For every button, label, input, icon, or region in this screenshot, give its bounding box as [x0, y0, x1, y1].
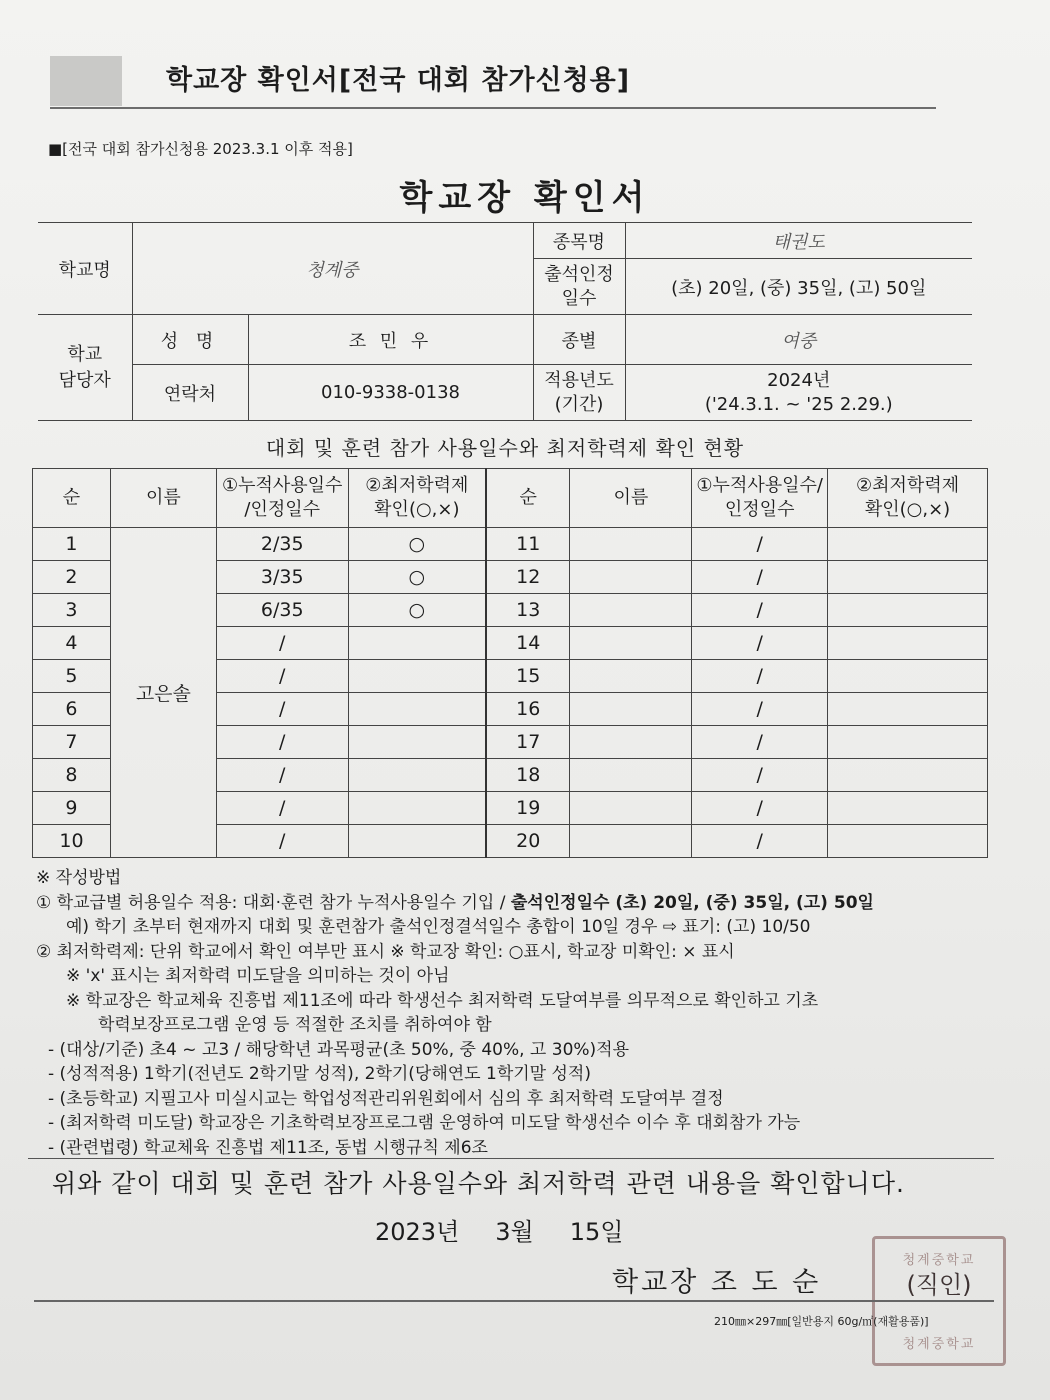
check-cell — [348, 660, 486, 693]
check-cell — [348, 627, 486, 660]
school-name-value: 청계중 — [132, 223, 533, 315]
row-number: 18 — [486, 759, 570, 792]
instruction-2-note-b-cont: 학력보장프로그램 운영 등 적절한 조치를 취하여야 함 — [98, 1015, 492, 1035]
days-cell: / — [692, 561, 828, 594]
row-number: 14 — [486, 627, 570, 660]
seal-text-top: 청계중학교 — [902, 1253, 976, 1268]
instruction-1-emphasis: 출석인정일수 (초) 20일, (중) 35일, (고) 50일 — [510, 892, 874, 913]
row-number: 10 — [33, 825, 111, 858]
student-name: 고은솔 — [110, 528, 216, 858]
row-number: 15 — [486, 660, 570, 693]
check-cell — [348, 792, 486, 825]
instruction-1 — [36, 891, 1026, 916]
row-number: 9 — [33, 792, 111, 825]
name-cell — [570, 594, 692, 627]
days-cell: / — [692, 759, 828, 792]
name-cell — [570, 660, 692, 693]
check-cell — [828, 561, 988, 594]
contact-value: 010-9338-0138 — [248, 365, 533, 421]
detail-grades: - (성적적용) 1학기(전년도 2학기말 성적), 2학기(당해연도 1학기말 성적) — [48, 1064, 591, 1084]
contact-label: 연락처 — [132, 365, 248, 421]
row-number: 17 — [486, 726, 570, 759]
days-cell: / — [692, 660, 828, 693]
check-cell — [348, 759, 486, 792]
days-cell: / — [692, 825, 828, 858]
days-cell: / — [216, 792, 348, 825]
check-cell: ○ — [348, 594, 486, 627]
manager-name-value: 조 민 우 — [248, 315, 533, 365]
attendance-days-label: 출석인정 일수 — [533, 259, 625, 315]
instruction-2-note-b: ※ 학교장은 학교체육 진흥법 제11조에 따라 학생선수 최저학력 도달여부를 의무적으로 확인하고 기초 — [66, 990, 819, 1011]
category-value: 여중 — [625, 315, 972, 365]
check-cell: ○ — [348, 528, 486, 561]
check-cell — [828, 693, 988, 726]
school-name-label: 학교명 — [38, 223, 132, 315]
days-cell: / — [692, 594, 828, 627]
table-row — [33, 528, 988, 561]
check-cell — [828, 726, 988, 759]
days-cell: 3/35 — [216, 561, 348, 594]
row-number: 19 — [486, 792, 570, 825]
paper-spec: 210㎜×297㎜[일반용지 60g/㎡(재활용품)] — [714, 1315, 929, 1328]
instructions — [36, 866, 1026, 1160]
header-marker — [50, 56, 122, 106]
row-number: 12 — [486, 561, 570, 594]
instruction-2: ② 최저학력제: 단위 학교에서 확인 여부만 표시 ※ 학교장 확인: ○표시, 학교장 미확인: × 표시 — [36, 941, 735, 962]
name-cell — [570, 825, 692, 858]
name-cell — [570, 792, 692, 825]
check-cell — [828, 660, 988, 693]
row-number: 3 — [33, 594, 111, 627]
instruction-1-example: 예) 학기 초부터 현재까지 대회 및 훈련참가 출석인정결석일수 총합이 10일 경우 ⇨ 표기: (고) 10/50 — [66, 917, 811, 937]
date-year: 2023년 — [375, 1218, 460, 1246]
row-number: 7 — [33, 726, 111, 759]
col-header-days: ①누적사용일수 /인정일수 — [216, 469, 348, 528]
row-number: 1 — [33, 528, 111, 561]
check-cell — [348, 693, 486, 726]
instructions-heading: ※ 작성방법 — [36, 868, 122, 888]
row-number: 8 — [33, 759, 111, 792]
sport-value: 태권도 — [625, 223, 972, 259]
check-cell — [348, 825, 486, 858]
instruction-1-text: ① 학교급별 허용일수 적용: 대회·훈련 참가 누적사용일수 기입 / — [36, 892, 511, 913]
row-number: 20 — [486, 825, 570, 858]
days-cell: / — [216, 825, 348, 858]
days-cell: 6/35 — [216, 594, 348, 627]
year-label: 적용년도 (기간) — [533, 365, 625, 421]
detail-target: - (대상/기준) 초4 ~ 고3 / 해당학년 과목평균(초 50%, 중 40%, 고 30%)적용 — [48, 1039, 630, 1060]
check-cell — [828, 759, 988, 792]
days-cell: / — [692, 792, 828, 825]
check-cell — [828, 627, 988, 660]
seal-text-bottom: 청계중학교 — [902, 1337, 976, 1352]
row-number: 2 — [33, 561, 111, 594]
attendance-days-value: (초) 20일, (중) 35일, (고) 50일 — [625, 259, 972, 315]
info-table — [38, 222, 972, 421]
name-cell — [570, 528, 692, 561]
confirmation-statement: 위와 같이 대회 및 훈련 참가 사용일수와 최저학력 관련 내용을 확인합니다. — [52, 1169, 905, 1198]
days-cell: / — [216, 726, 348, 759]
col-header-days-right: ①누적사용일수/ 인정일수 — [692, 469, 828, 528]
header-divider — [50, 107, 936, 109]
status-table — [32, 468, 988, 858]
col-header-no-right: 순 — [486, 469, 570, 528]
days-cell: / — [692, 627, 828, 660]
check-cell: ○ — [348, 561, 486, 594]
name-cell — [570, 561, 692, 594]
name-cell — [570, 627, 692, 660]
principal-name: 학교장 조 도 순 — [612, 1267, 822, 1298]
row-number: 4 — [33, 627, 111, 660]
name-cell — [570, 726, 692, 759]
row-number: 16 — [486, 693, 570, 726]
sport-label: 종목명 — [533, 223, 625, 259]
confirmation-date — [375, 1212, 659, 1247]
days-cell: / — [216, 693, 348, 726]
row-number: 5 — [33, 660, 111, 693]
category-label: 종별 — [533, 315, 625, 365]
manager-label: 학교 담당자 — [38, 315, 132, 421]
col-header-check-right: ②최저학력제 확인(○,×) — [828, 469, 988, 528]
days-cell: / — [216, 759, 348, 792]
applicability-notice: ■[전국 대회 참가신청용 2023.3.1 이후 적용] — [48, 140, 353, 158]
check-cell — [828, 825, 988, 858]
days-cell: / — [216, 627, 348, 660]
days-cell: / — [692, 693, 828, 726]
instruction-2-note-a: ※ 'x' 표시는 최저학력 미도달을 의미하는 것이 아님 — [66, 966, 450, 986]
name-cell — [570, 693, 692, 726]
row-number: 13 — [486, 594, 570, 627]
check-cell — [828, 792, 988, 825]
check-cell — [348, 726, 486, 759]
col-header-name: 이름 — [110, 469, 216, 528]
footer-divider — [34, 1300, 994, 1302]
detail-law: - (관련법령) 학교체육 진흥법 제11조, 동법 시행규칙 제6조 — [48, 1137, 488, 1158]
name-label: 성 명 — [132, 315, 248, 365]
detail-below-standard: - (최저학력 미도달) 학교장은 기초학력보장프로그램 운영하여 미도달 학생선수 이수 후 대회참가 가능 — [48, 1113, 801, 1133]
days-cell: / — [692, 528, 828, 561]
stamp-label: (직인) — [906, 1271, 972, 1299]
name-cell — [570, 759, 692, 792]
document-title: 학교장 확인서 — [399, 178, 651, 218]
status-table-title: 대회 및 훈련 참가 사용일수와 최저학력제 확인 현황 — [265, 436, 745, 460]
check-cell — [828, 594, 988, 627]
date-month: 3월 — [495, 1218, 534, 1246]
check-cell — [828, 528, 988, 561]
detail-elementary: - (초등학교) 지필고사 미실시교는 학업성적관리위원회에서 심의 후 최저학력 도달여부 결정 — [48, 1088, 724, 1109]
days-cell: 2/35 — [216, 528, 348, 561]
divider — [28, 1158, 994, 1159]
col-header-no: 순 — [33, 469, 111, 528]
days-cell: / — [692, 726, 828, 759]
year-value: 2024년 ('24.3.1. ~ '25 2.29.) — [625, 365, 972, 421]
col-header-check: ②최저학력제 확인(○,×) — [348, 469, 486, 528]
header-title: 학교장 확인서[전국 대회 참가신청용] — [166, 65, 631, 96]
date-day: 15일 — [569, 1218, 624, 1246]
days-cell: / — [216, 660, 348, 693]
row-number: 11 — [486, 528, 570, 561]
col-header-name-right: 이름 — [570, 469, 692, 528]
row-number: 6 — [33, 693, 111, 726]
